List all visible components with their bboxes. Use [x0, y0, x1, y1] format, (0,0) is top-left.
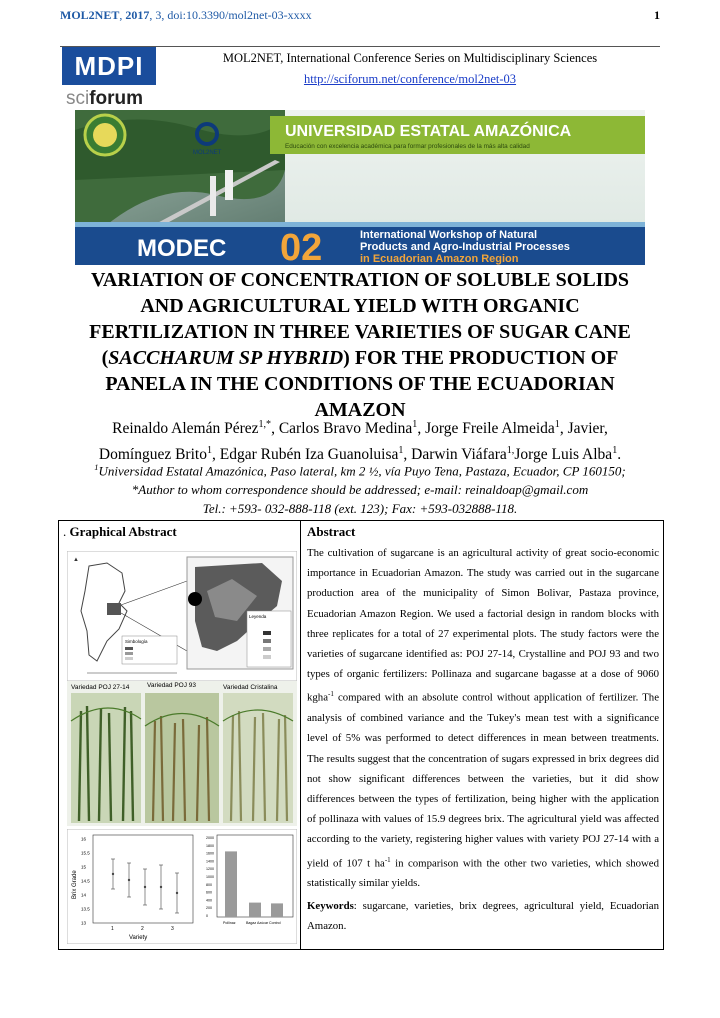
abstract-sup: -1	[328, 690, 334, 699]
sugarcane-photos	[67, 681, 297, 826]
title-line-2: AND AGRICULTURAL YIELD WITH ORGANIC	[140, 295, 580, 317]
bar-ytick: 600	[206, 890, 212, 895]
keywords-text: : sugarcane, varieties, brix degrees, agricultural yield, Ecuadorian Amazon.	[307, 899, 659, 932]
author: Reinaldo Alemán Pérez	[112, 420, 259, 438]
author-sup: 1,*	[258, 419, 272, 430]
bar-ytick: 0	[206, 914, 208, 918]
keywords	[307, 896, 659, 936]
title-line-5: PANELA IN THE CONDITIONS OF THE ECUADORIAN	[105, 373, 615, 395]
bar-label: Control	[269, 921, 281, 925]
bar-ytick: 2000	[206, 836, 214, 840]
citation-line: MOL2NET, 2017, 3, doi:10.3390/mol2net-03-xxxx	[60, 8, 312, 22]
title-paren: (	[101, 347, 109, 369]
abstract-text-2: compared with an absolute control without application of fertilizer. The analysis of combined variance and the Tukey's mean test with a significance level of 5% was performed to detect differences in mean between treatments. The results suggest that the concentration of sugars expressed in brix degrees did not show significant differences between the varieties, but it did show differences between the types of fertilization, being higher with the application of pollinaza with values of 15.9 degrees brix. The agricultural yield was affected according to the variety, registering higher values with variety POJ 27-14 with a yield of 107 t ha	[307, 692, 659, 870]
abstract-sup: -1	[384, 855, 391, 864]
bar-ytick: 800	[206, 882, 212, 887]
modec-logo: MODEC	[137, 235, 227, 262]
banner-graphic	[75, 110, 645, 265]
title-line-4	[40, 345, 680, 371]
conference-banner	[75, 110, 645, 265]
north-arrow-icon: ▲	[73, 557, 79, 563]
bar-labels	[223, 921, 281, 925]
chart-xtick: 1	[111, 926, 114, 932]
bar-label: Pollinaz	[223, 921, 236, 925]
conference-link[interactable]: http://sciforum.net/conference/mol2net-03	[303, 72, 517, 86]
chart-ytick: 15.5	[81, 850, 90, 856]
workshop-line-3: in Ecuadorian Amazon Region	[360, 253, 519, 265]
pastaza-region	[107, 603, 121, 615]
author-end: .	[617, 446, 622, 464]
bar	[271, 903, 283, 917]
bar	[225, 851, 237, 917]
bar-ytick: 400	[206, 898, 212, 903]
errorbar-mean	[176, 892, 178, 894]
sciforum-logo-sci: sci	[66, 88, 90, 109]
author-sup: 1	[554, 419, 560, 430]
chart-xlabel: Variety	[129, 935, 148, 941]
map-symbology-title: Simbología	[125, 639, 148, 644]
author: , Edgar Rubén Iza Guanoluisa	[211, 446, 399, 464]
chart-ytick: 13	[81, 920, 87, 926]
author: , Carlos Bravo Medina	[271, 420, 413, 438]
author: , Javier,	[559, 420, 608, 438]
title-line-4-rest: ) FOR THE PRODUCTION OF	[343, 347, 619, 369]
sciforum-logo-forum: forum	[89, 88, 144, 109]
doi: , 3, doi:10.3390/mol2net-03-xxxx	[149, 8, 312, 22]
errorbar-mean	[112, 873, 114, 875]
photo-label-poj2714: Variedad POJ 27-14	[71, 684, 130, 691]
workshop-line-2: Products and Agro-Industrial Processes	[360, 241, 570, 253]
chart-ylabel: Brix Grade	[72, 870, 78, 899]
photo-label-cristalina: Variedad Cristalina	[223, 684, 278, 691]
bar-ytick: 1800	[206, 843, 214, 848]
mdpi-logo: MDPI	[62, 47, 156, 85]
author-sup: 1	[612, 445, 618, 457]
paper-title	[40, 267, 680, 423]
column-divider	[300, 521, 301, 949]
affiliations	[40, 458, 680, 518]
mol2net-logo-text: MOL2NET	[193, 150, 222, 156]
photo-label-poj93: Variedad POJ 93	[147, 682, 197, 689]
variety-photos	[67, 681, 297, 826]
abstract-text-3: in comparison with the other two varieties, which showed statistically similar yields.	[307, 857, 659, 890]
chart-ytick: 13.5	[81, 906, 90, 912]
bar-ytick: 1200	[206, 867, 214, 872]
modec-number: 02	[280, 227, 323, 265]
bar-ytick: 1600	[206, 851, 214, 856]
chart-ytick: 14	[81, 892, 87, 898]
chart-xtick: 2	[141, 926, 144, 932]
chart-ytick: 16	[81, 836, 87, 842]
page-header	[60, 6, 660, 28]
affiliation-sup: 1	[94, 462, 99, 472]
year: 2017	[125, 8, 150, 22]
bar	[249, 903, 261, 917]
errorbar-mean	[160, 886, 162, 888]
author: Domínguez Brito	[98, 446, 207, 464]
species-name: SACCHARUM SP HYBRID	[108, 347, 344, 369]
page-number: 1	[654, 8, 660, 22]
author-sup: 1	[206, 445, 212, 457]
abstract-heading: Abstract	[307, 524, 356, 539]
journal-name: MOL2NET	[60, 8, 120, 22]
abstract-text-1: The cultivation of sugarcane is an agricultural activity of great socio-economic importance in Ecuadorian Amazon. The study was carried out in the sugarcane production area of the municipality of Simon Bolivar, Pastaza province, Ecuadorian Amazon Region. We used a factorial design in random blocks with three replicates for a total of 27 experimental plots. The study factors were the varieties of sugarcane identified as: POJ 27-14, Crystalline and POJ 93 and two types of organic fertilizers: Pollinaza and sugarcane bagasse at a dose of 9060 kgha	[307, 547, 659, 705]
abstract-box	[58, 520, 664, 950]
errorbar-mean	[144, 886, 146, 888]
title-line-6: AMAZON	[314, 399, 406, 421]
conference-name: MOL2NET, International Conference Series on Multidisciplinary Sciences	[222, 51, 598, 65]
ga-title: Graphical Abstract	[69, 524, 177, 539]
bar-ytick: 200	[206, 906, 212, 911]
correspondence: *Author to whom correspondence should be addressed; e-mail: reinaldoap@gmail.com	[131, 482, 589, 498]
title-line-1: VARIATION OF CONCENTRATION OF SOLUBLE SOLIDS	[90, 269, 630, 291]
map-legend-title: Leyenda	[249, 614, 267, 619]
abstract-body	[307, 543, 659, 936]
affiliation-text: Universidad Estatal Amazónica, Paso lateral, km 2 ½, vía Puyo Tena, Pastaza, Ecuador, CP 160150;	[98, 463, 626, 479]
contact-phone: Tel.: +593- 032-888-118 (ext. 123); Fax: +593-032888-118.	[202, 501, 518, 517]
graphical-abstract-heading	[63, 524, 177, 540]
author: , Jorge Freile Almeida	[417, 420, 555, 438]
university-name: UNIVERSIDAD ESTATAL AMAZÓNICA	[285, 123, 572, 140]
bar-ytick: 1000	[206, 875, 214, 879]
bar-ytick: 1400	[206, 859, 214, 864]
ga-prefix: .	[63, 524, 70, 539]
title-line-3: FERTILIZATION IN THREE VARIETIES OF SUGAR CANE	[89, 321, 631, 343]
workshop-line-1: International Workshop of Natural	[360, 229, 538, 241]
author: Jorge Luis Alba	[514, 446, 613, 464]
sciforum-logo	[66, 88, 143, 110]
errorbar-mean	[128, 879, 130, 881]
author-sup: 1	[412, 419, 418, 430]
affiliation-line	[40, 458, 680, 480]
author-line-1	[40, 414, 680, 440]
author-sup: 1	[398, 445, 404, 457]
university-slogan: Educación con excelencia académica para formar profesionales de la más alta calidad	[285, 143, 530, 150]
author-sup: 1,	[506, 445, 515, 457]
bar-label: Bagaz Azúcar	[246, 921, 269, 925]
chart-ytick: 15	[81, 864, 87, 870]
keywords-label: Keywords	[307, 899, 354, 912]
author: , Darwin Viáfara	[403, 446, 507, 464]
study-site-marker	[188, 592, 202, 606]
location-map	[67, 551, 297, 681]
chart-xtick: 3	[171, 926, 174, 932]
brix-charts	[67, 829, 297, 944]
chart-ytick: 14.5	[81, 878, 90, 884]
